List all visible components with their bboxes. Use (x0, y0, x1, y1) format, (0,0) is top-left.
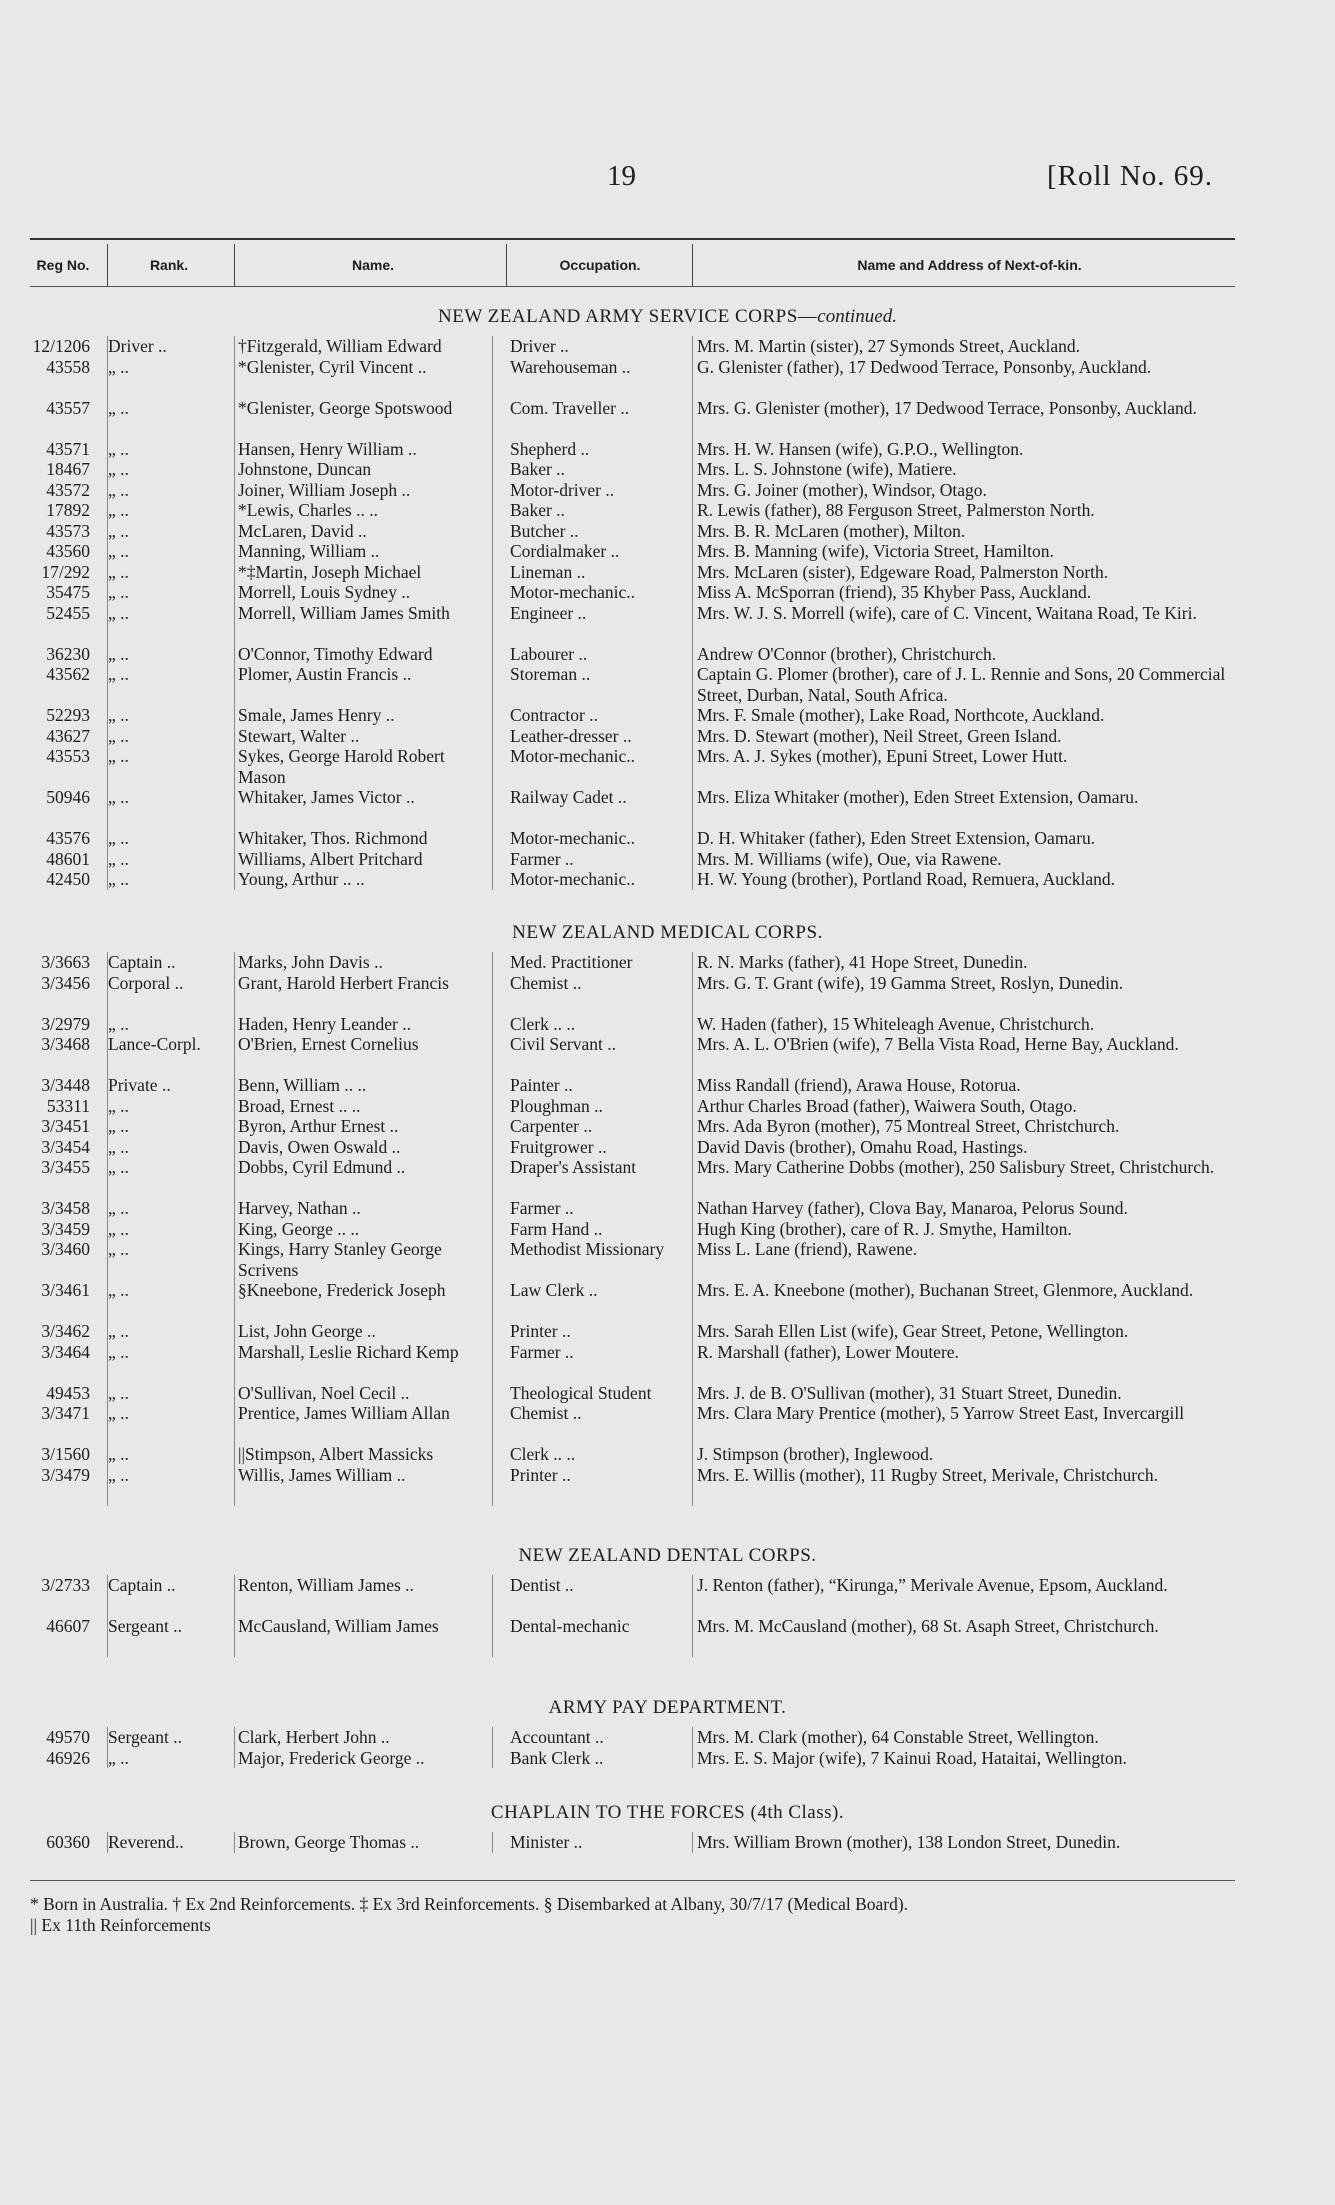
next-of-kin-address: Mrs. H. W. Hansen (wife), G.P.O., Wellington. (697, 438, 1024, 459)
occupation: Railway Cadet .. (510, 787, 627, 807)
occupation: Accountant .. (510, 1727, 604, 1747)
next-of-kin-address: Mrs. M. Martin (sister), 27 Symonds Street, Auckland. (697, 336, 1081, 356)
rank: „ .. (108, 705, 129, 725)
occupation: Farm Hand .. (510, 1218, 603, 1239)
rank: „ .. (108, 356, 129, 377)
next-of-kin-address: Mrs. L. S. Johnstone (wife), Matiere. (697, 459, 957, 479)
column-divider (107, 244, 108, 286)
soldier-name: Joiner, William Joseph .. (238, 479, 411, 500)
rank: „ .. (108, 1198, 129, 1218)
next-of-kin-address: Mrs. D. Stewart (mother), Neil Street, Green Island. (697, 725, 1062, 746)
occupation: Painter .. (510, 1075, 573, 1095)
occupation: Chemist .. (510, 1403, 582, 1423)
rank: „ .. (108, 1321, 129, 1341)
section-title-text: NEW ZEALAND ARMY SERVICE CORPS— (438, 306, 818, 327)
soldier-name: ||Stimpson, Albert Massicks (238, 1444, 434, 1464)
soldier-name: Brown, George Thomas .. (238, 1832, 420, 1852)
section-title (0, 1697, 1335, 1719)
column-divider (234, 952, 235, 1506)
reg-number: 18467 (46, 459, 90, 479)
soldier-name: Smale, James Henry .. (238, 705, 395, 725)
occupation: Dental-mechanic (510, 1616, 630, 1636)
reg-number: 3/3458 (41, 1198, 90, 1218)
soldier-name: McLaren, David .. (238, 520, 367, 541)
next-of-kin-address: Mrs. Sarah Ellen List (wife), Gear Street, Petone, Wellington. (697, 1321, 1129, 1341)
next-of-kin-address: Mrs. Ada Byron (mother), 75 Montreal Street, Christchurch. (697, 1116, 1120, 1136)
rank: „ .. (108, 746, 129, 766)
rank: „ .. (108, 1013, 129, 1034)
soldier-name: O'Sullivan, Noel Cecil .. (238, 1382, 410, 1403)
reg-number: 43571 (46, 438, 90, 459)
rank: „ .. (108, 479, 129, 500)
header-bottom-rule (30, 286, 1235, 287)
occupation: Minister .. (510, 1832, 583, 1852)
reg-number: 42450 (46, 869, 90, 889)
column-divider (234, 1727, 235, 1768)
soldier-name: Williams, Albert Pritchard (238, 848, 423, 869)
column-divider (107, 1575, 108, 1657)
section-title (0, 1802, 1335, 1824)
roll-number: [Roll No. 69. (1047, 160, 1214, 192)
reg-number: 43572 (46, 479, 90, 500)
reg-number: 3/3461 (41, 1280, 90, 1300)
next-of-kin-address: Mrs. E. Willis (mother), 11 Rugby Street, Merivale, Christchurch. (697, 1464, 1159, 1485)
soldier-name: Johnstone, Duncan (238, 459, 372, 479)
reg-number: 3/3448 (41, 1075, 90, 1095)
column-divider (234, 1575, 235, 1657)
rank: „ .. (108, 1239, 129, 1259)
rank: „ .. (108, 500, 129, 520)
occupation: Chemist .. (510, 972, 582, 993)
footnote-line-2: || Ex 11th Reinforcements (30, 1915, 211, 1935)
rank: Sergeant .. (108, 1616, 183, 1636)
column-divider (692, 1832, 693, 1853)
column-divider (692, 1727, 693, 1768)
next-of-kin-address: Mrs. Mary Catherine Dobbs (mother), 250 Salisbury Street, Christchurch. (697, 1157, 1215, 1177)
rank: Captain .. (108, 952, 176, 972)
next-of-kin-address: H. W. Young (brother), Portland Road, Remuera, Auckland. (697, 869, 1116, 889)
occupation: Printer .. (510, 1321, 571, 1341)
reg-number: 3/3456 (41, 972, 90, 993)
reg-number: 3/3462 (41, 1321, 90, 1341)
reg-number: 17892 (46, 500, 90, 520)
occupation: Butcher .. (510, 520, 579, 541)
col-rank-header: Rank. (149, 257, 189, 273)
rank: „ .. (108, 725, 129, 746)
reg-number: 36230 (46, 643, 90, 664)
reg-number: 48601 (46, 848, 90, 869)
occupation: Baker .. (510, 459, 565, 479)
reg-number: 3/3454 (41, 1136, 90, 1157)
reg-number: 43627 (46, 725, 90, 746)
reg-number: 43553 (46, 746, 90, 766)
soldier-name: McCausland, William James (238, 1616, 439, 1636)
section-title (0, 922, 1335, 944)
occupation: Carpenter .. (510, 1116, 593, 1136)
reg-number: 43576 (46, 828, 90, 848)
reg-number: 3/3471 (41, 1403, 90, 1423)
rank: „ .. (108, 520, 129, 541)
next-of-kin-address: R. Marshall (father), Lower Moutere. (697, 1341, 959, 1362)
occupation: Engineer .. (510, 602, 587, 623)
rank: Captain .. (108, 1575, 176, 1595)
soldier-name: Manning, William .. (238, 541, 380, 561)
column-divider (692, 1575, 693, 1657)
next-of-kin-address: Mrs. William Brown (mother), 138 London Street, Dunedin. (697, 1832, 1121, 1852)
col-reg-header: Reg No. (36, 257, 90, 273)
column-divider (492, 1727, 493, 1768)
soldier-name: Clark, Herbert John .. (238, 1727, 390, 1747)
next-of-kin-address: D. H. Whitaker (father), Eden Street Extension, Oamaru. (697, 828, 1096, 848)
rank: Sergeant .. (108, 1727, 183, 1747)
occupation: Draper's Assistant (510, 1157, 637, 1177)
soldier-name: Broad, Ernest .. .. (238, 1095, 361, 1116)
column-divider (234, 1832, 235, 1853)
occupation: Leather-dresser .. (510, 725, 632, 746)
section-title-text: CHAPLAIN TO THE FORCES (4th Class). (490, 1802, 845, 1823)
soldier-name: Whitaker, James Victor .. (238, 787, 415, 807)
next-of-kin-address: W. Haden (father), 15 Whiteleagh Avenue, Christchurch. (697, 1013, 1095, 1034)
soldier-name: Renton, William James .. (238, 1575, 414, 1595)
reg-number: 43558 (46, 356, 90, 377)
rank: Driver .. (108, 336, 167, 356)
rank: „ .. (108, 1403, 129, 1423)
soldier-name: Byron, Arthur Ernest .. (238, 1116, 399, 1136)
occupation: Motor-mechanic.. (510, 582, 636, 602)
next-of-kin-address: R. Lewis (father), 88 Ferguson Street, Palmerston North. (697, 500, 1095, 520)
occupation: Motor-mechanic.. (510, 746, 636, 766)
rank: „ .. (108, 1444, 129, 1464)
reg-number: 3/3479 (41, 1464, 90, 1485)
occupation: Warehouseman .. (510, 356, 631, 377)
reg-number: 50946 (46, 787, 90, 807)
occupation: Motor-driver .. (510, 479, 615, 500)
next-of-kin-address: J. Stimpson (brother), Inglewood. (697, 1444, 934, 1464)
next-of-kin-address: R. N. Marks (father), 41 Hope Street, Dunedin. (697, 952, 1028, 972)
next-of-kin-address: Mrs. A. J. Sykes (mother), Epuni Street, Lower Hutt. (697, 746, 1068, 766)
reg-number: 3/3464 (41, 1341, 90, 1362)
next-of-kin-address: Mrs. McLaren (sister), Edgeware Road, Palmerston North. (697, 561, 1109, 582)
footnote-rule (30, 1880, 1235, 1881)
rank: „ .. (108, 1136, 129, 1157)
column-divider (107, 1832, 108, 1853)
next-of-kin-address: Mrs. M. Williams (wife), Oue, via Rawene. (697, 848, 1002, 869)
next-of-kin-address: Miss A. McSporran (friend), 35 Khyber Pass, Auckland. (697, 582, 1092, 602)
rank: „ .. (108, 1341, 129, 1362)
occupation: Clerk .. .. (510, 1444, 576, 1464)
soldier-name: O'Brien, Ernest Cornelius (238, 1034, 419, 1054)
rank: „ .. (108, 1116, 129, 1136)
occupation: Contractor .. (510, 705, 598, 725)
reg-number: 3/1560 (41, 1444, 90, 1464)
column-divider (492, 1575, 493, 1657)
soldier-name: Hansen, Henry William .. (238, 438, 417, 459)
rank: „ .. (108, 1464, 129, 1485)
section-title-text: NEW ZEALAND MEDICAL CORPS. (512, 922, 823, 943)
soldier-name: Harvey, Nathan .. (238, 1198, 361, 1218)
occupation: Bank Clerk .. (510, 1747, 604, 1768)
section-title-text: NEW ZEALAND DENTAL CORPS. (518, 1545, 817, 1566)
rank: „ .. (108, 602, 129, 623)
soldier-name: Plomer, Austin Francis .. (238, 664, 412, 684)
soldier-name: Kings, Harry Stanley George Scrivens (238, 1239, 442, 1280)
soldier-name: Prentice, James William Allan (238, 1403, 450, 1423)
occupation: Fruitgrower .. (510, 1136, 607, 1157)
occupation: Com. Traveller .. (510, 397, 630, 418)
occupation: Farmer .. (510, 848, 574, 869)
reg-number: 17/292 (41, 561, 90, 582)
column-divider (234, 244, 235, 286)
soldier-name: King, George .. .. (238, 1218, 360, 1239)
next-of-kin-address: Mrs. Eliza Whitaker (mother), Eden Street Extension, Oamaru. (697, 787, 1139, 807)
soldier-name: Marshall, Leslie Richard Kemp (238, 1341, 459, 1362)
rank: „ .. (108, 1382, 129, 1403)
section-title (0, 1545, 1335, 1567)
rank: „ .. (108, 561, 129, 582)
reg-number: 3/3451 (41, 1116, 90, 1136)
rank: „ .. (108, 397, 129, 418)
soldier-name: †Fitzgerald, William Edward (238, 336, 442, 356)
next-of-kin-address: Andrew O'Connor (brother), Christchurch. (697, 643, 997, 664)
occupation: Farmer .. (510, 1341, 574, 1362)
next-of-kin-address: Mrs. G. T. Grant (wife), 19 Gamma Street, Roslyn, Dunedin. (697, 972, 1124, 993)
next-of-kin-address: Hugh King (brother), care of R. J. Smythe, Hamilton. (697, 1218, 1072, 1239)
reg-number: 60360 (46, 1832, 90, 1852)
rank: Private .. (108, 1075, 171, 1095)
occupation: Driver .. (510, 336, 569, 356)
occupation: Printer .. (510, 1464, 571, 1485)
rank: „ .. (108, 1218, 129, 1239)
rank: Lance-Corpl. (108, 1034, 201, 1054)
occupation: Baker .. (510, 500, 565, 520)
soldier-name: List, John George .. (238, 1321, 376, 1341)
occupation: Motor-mechanic.. (510, 828, 636, 848)
soldier-name: O'Connor, Timothy Edward (238, 643, 433, 664)
next-of-kin-address: Nathan Harvey (father), Clova Bay, Manaroa, Pelorus Sound. (697, 1198, 1128, 1218)
column-divider (692, 244, 693, 286)
next-of-kin-address: Mrs. E. A. Kneebone (mother), Buchanan Street, Glenmore, Auckland. (697, 1280, 1194, 1300)
occupation: Theological Student (510, 1382, 652, 1403)
reg-number: 3/3455 (41, 1157, 90, 1177)
rank: „ .. (108, 869, 129, 889)
next-of-kin-address: Mrs. G. Glenister (mother), 17 Dedwood Terrace, Ponsonby, Auckland. (697, 397, 1197, 418)
next-of-kin-address: Miss L. Lane (friend), Rawene. (697, 1239, 918, 1259)
column-divider (692, 952, 693, 1506)
next-of-kin-address: Mrs. B. Manning (wife), Victoria Street, Hamilton. (697, 541, 1054, 561)
page-number: 19 (607, 160, 636, 192)
column-divider (107, 336, 108, 890)
rank: „ .. (108, 787, 129, 807)
next-of-kin-address: Mrs. W. J. S. Morrell (wife), care of C. Vincent, Waitana Road, Te Kiri. (697, 602, 1197, 623)
occupation: Ploughman .. (510, 1095, 603, 1116)
column-divider (506, 244, 507, 286)
next-of-kin-address: Mrs. M. Clark (mother), 64 Constable Street, Wellington. (697, 1727, 1099, 1747)
occupation: Labourer .. (510, 643, 588, 664)
next-of-kin-address: Mrs. B. R. McLaren (mother), Milton. (697, 520, 966, 541)
col-address-header: Name and Address of Next-of-kin. (857, 257, 1082, 273)
soldier-name: §Kneebone, Frederick Joseph (238, 1280, 446, 1300)
rank: „ .. (108, 582, 129, 602)
occupation: Civil Servant .. (510, 1034, 616, 1054)
next-of-kin-address: Mrs. J. de B. O'Sullivan (mother), 31 Stuart Street, Dunedin. (697, 1382, 1122, 1403)
col-name-header: Name. (351, 257, 395, 273)
footnote-line-1: * Born in Australia. † Ex 2nd Reinforcements. ‡ Ex 3rd Reinforcements. § Disembarked at Albany, 30/7/17 (Medical Board). (30, 1894, 909, 1914)
soldier-name: Willis, James William .. (238, 1464, 406, 1485)
reg-number: 43557 (46, 397, 90, 418)
occupation: Shepherd .. (510, 438, 590, 459)
rank: „ .. (108, 848, 129, 869)
column-divider (492, 952, 493, 1506)
soldier-name: Grant, Harold Herbert Francis (238, 972, 449, 993)
next-of-kin-address: Miss Randall (friend), Arawa House, Rotorua. (697, 1075, 1021, 1095)
occupation: Dentist .. (510, 1575, 574, 1595)
occupation: Med. Practitioner (510, 952, 633, 972)
reg-number: 43562 (46, 664, 90, 684)
occupation: Lineman .. (510, 561, 586, 582)
column-divider (107, 952, 108, 1506)
reg-number: 43573 (46, 520, 90, 541)
occupation: Clerk .. .. (510, 1013, 576, 1034)
next-of-kin-address: David Davis (brother), Omahu Road, Hastings. (697, 1136, 1028, 1157)
next-of-kin-address: Captain G. Plomer (brother), care of J. L. Rennie and Sons, 20 Commercial Street, Durban, Natal, South Africa. (697, 664, 1226, 705)
rank: „ .. (108, 664, 129, 684)
soldier-name: Stewart, Walter .. (238, 725, 360, 746)
reg-number: 3/3460 (41, 1239, 90, 1259)
rank: „ .. (108, 1095, 129, 1116)
rank: „ .. (108, 459, 129, 479)
next-of-kin-address: Mrs. M. McCausland (mother), 68 St. Asaph Street, Christchurch. (697, 1616, 1159, 1636)
soldier-name: Marks, John Davis .. (238, 952, 383, 972)
soldier-name: Young, Arthur .. .. (238, 869, 365, 889)
next-of-kin-address: Mrs. E. S. Major (wife), 7 Kainui Road, Hataitai, Wellington. (697, 1747, 1127, 1768)
soldier-name: Major, Frederick George .. (238, 1747, 425, 1768)
soldier-name: Whitaker, Thos. Richmond (238, 828, 428, 848)
section-title (0, 306, 1335, 328)
next-of-kin-address: Mrs. Clara Mary Prentice (mother), 5 Yarrow Street East, Invercargill (697, 1403, 1185, 1423)
occupation: Methodist Missionary (510, 1239, 665, 1259)
rank: Corporal .. (108, 972, 184, 993)
reg-number: 12/1206 (32, 336, 90, 356)
occupation: Farmer .. (510, 1198, 574, 1218)
soldier-name: Morrell, Louis Sydney .. (238, 582, 411, 602)
soldier-name: *‡Martin, Joseph Michael (238, 561, 422, 582)
column-divider (492, 1832, 493, 1853)
next-of-kin-address: Arthur Charles Broad (father), Waiwera South, Otago. (697, 1095, 1077, 1116)
col-occupation-header: Occupation. (559, 257, 641, 273)
occupation: Storeman .. (510, 664, 591, 684)
next-of-kin-address: G. Glenister (father), 17 Dedwood Terrace, Ponsonby, Auckland. (697, 356, 1152, 377)
soldier-name: Morrell, William James Smith (238, 602, 450, 623)
reg-number: 3/3468 (41, 1034, 90, 1054)
column-divider (692, 336, 693, 890)
soldier-name: Haden, Henry Leander .. (238, 1013, 411, 1034)
occupation: Law Clerk .. (510, 1280, 598, 1300)
soldier-name: Davis, Owen Oswald .. (238, 1136, 401, 1157)
soldier-name: *Glenister, Cyril Vincent .. (238, 356, 427, 377)
next-of-kin-address: Mrs. G. Joiner (mother), Windsor, Otago. (697, 479, 987, 500)
rank: Reverend.. (108, 1832, 184, 1852)
soldier-name: *Glenister, George Spotswood (238, 397, 453, 418)
soldier-name: Sykes, George Harold Robert Mason (238, 746, 445, 787)
soldier-name: *Lewis, Charles .. .. (238, 500, 378, 520)
next-of-kin-address: J. Renton (father), “Kirunga,” Merivale Avenue, Epsom, Auckland. (697, 1575, 1168, 1595)
occupation: Cordialmaker .. (510, 541, 620, 561)
section-title-suffix: continued. (817, 306, 897, 327)
reg-number: 52293 (46, 705, 90, 725)
reg-number: 52455 (46, 602, 90, 623)
rank: „ .. (108, 438, 129, 459)
soldier-name: Dobbs, Cyril Edmund .. (238, 1157, 406, 1177)
reg-number: 46926 (46, 1747, 90, 1768)
rank: „ .. (108, 1280, 129, 1300)
reg-number: 3/3663 (41, 952, 90, 972)
occupation: Motor-mechanic.. (510, 869, 636, 889)
column-divider (107, 1727, 108, 1768)
reg-number: 43560 (46, 541, 90, 561)
next-of-kin-address: Mrs. A. L. O'Brien (wife), 7 Bella Vista Road, Herne Bay, Auckland. (697, 1034, 1179, 1054)
column-divider (234, 336, 235, 890)
soldier-name: Benn, William .. .. (238, 1075, 367, 1095)
rank: „ .. (108, 1747, 129, 1768)
reg-number: 49453 (46, 1382, 90, 1403)
reg-number: 3/3459 (41, 1218, 90, 1239)
reg-number: 35475 (46, 582, 90, 602)
rank: „ .. (108, 828, 129, 848)
section-title-text: ARMY PAY DEPARTMENT. (548, 1697, 787, 1718)
reg-number: 3/2733 (41, 1575, 90, 1595)
next-of-kin-address: Mrs. F. Smale (mother), Lake Road, Northcote, Auckland. (697, 705, 1105, 725)
reg-number: 53311 (46, 1095, 90, 1116)
rank: „ .. (108, 541, 129, 561)
column-divider (492, 336, 493, 890)
reg-number: 3/2979 (41, 1013, 90, 1034)
reg-number: 49570 (46, 1727, 90, 1747)
rank: „ .. (108, 1157, 129, 1177)
header-top-rule (30, 238, 1235, 240)
rank: „ .. (108, 643, 129, 664)
reg-number: 46607 (46, 1616, 90, 1636)
